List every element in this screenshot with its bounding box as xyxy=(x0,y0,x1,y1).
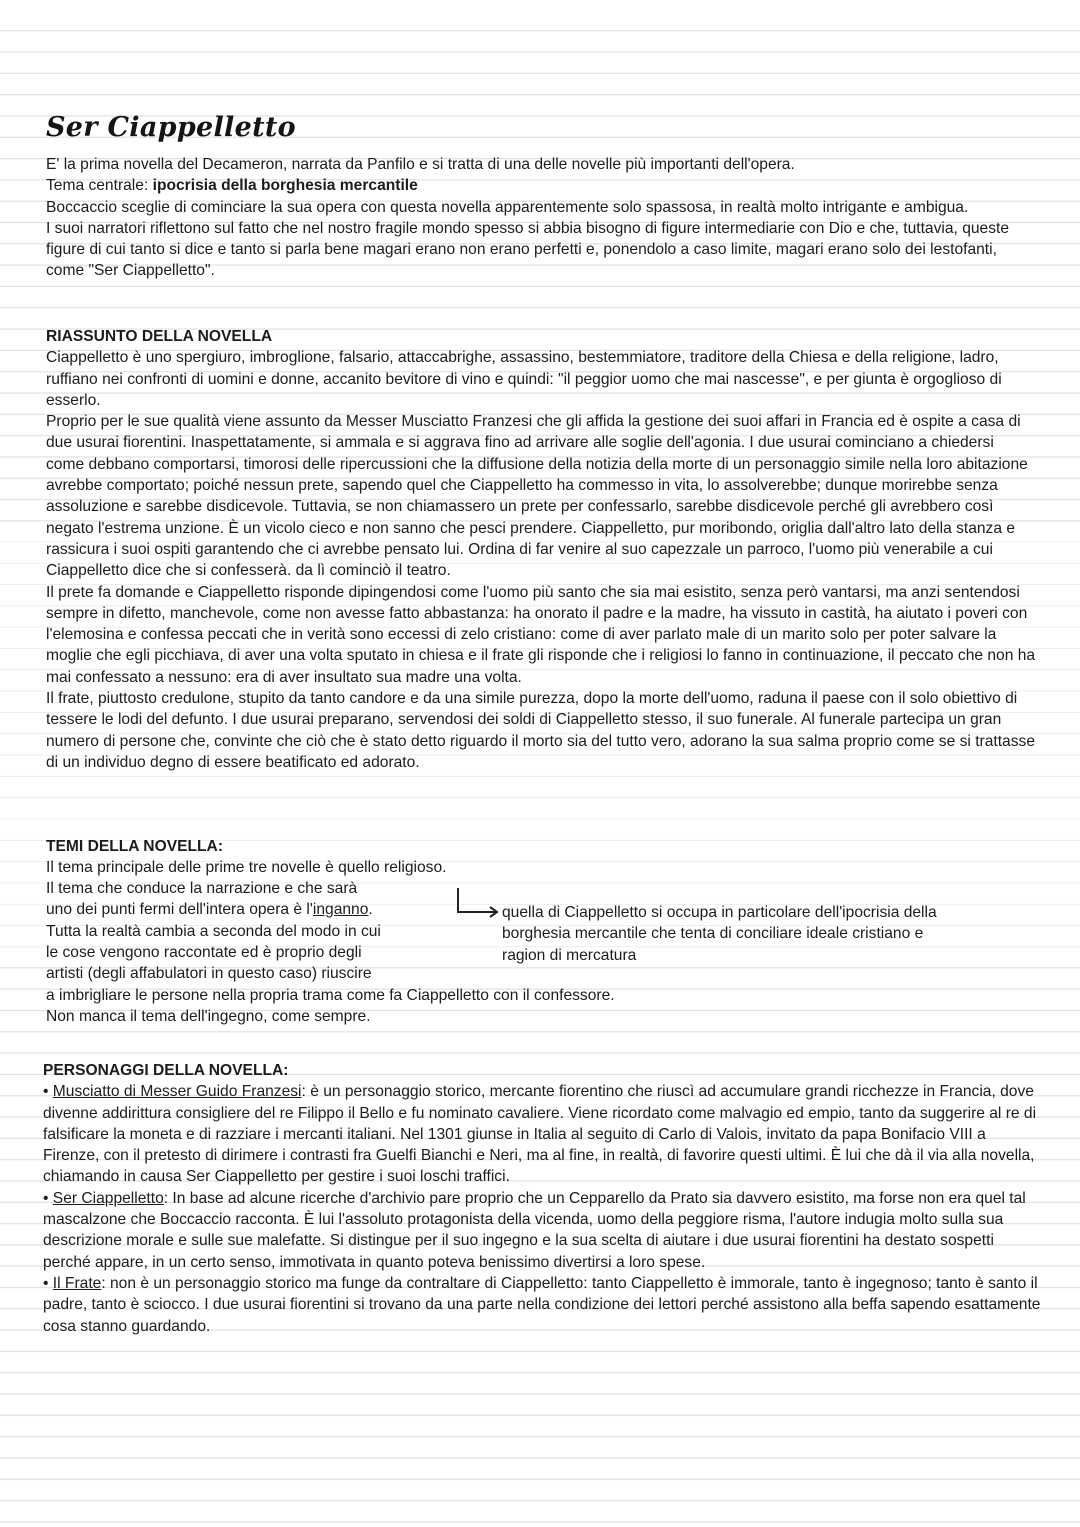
character-name: Ser Ciappelletto xyxy=(52,1189,164,1207)
themes-left-line: Il tema che conduce la narrazione e che sarà xyxy=(46,880,358,897)
central-theme-value: ipocrisia della borghesia mercantile xyxy=(152,177,418,195)
themes-line: Il tema principale delle prime tre novelle è quello religioso. xyxy=(46,859,447,877)
characters-heading: PERSONAGGI DELLA NOVELLA: xyxy=(43,1062,289,1079)
themes-right-line: quella di Ciappelletto si occupa in particolare dell'ipocrisia della xyxy=(502,904,937,921)
themes-right-line: ragion di mercatura xyxy=(502,946,637,964)
themes-section xyxy=(46,836,1036,879)
summary-paragraph: Proprio per le sue qualità viene assunto da Messer Musciatto Franzesi che gli affida la gestione dei suoi affari in Francia ed è ospite a casa di due usurai fiorentini. Inaspettatamente, si ammala e si aggrava fino ad arrivare alle soglie dell'agonia. I due usurai cominciano a chiedersi come debbano comportarsi, timorosi delle ripercussioni che la diffusione della notizia della morte di un personaggio simile nella loro abitazione avrebbe comportato; poiché nessun prete, sapendo quel che Ciappelletto ha commesso in vita, lo assolverebbe; dunque morirebbe senza assoluzione e sarebbe disdicevole. Tuttavia, se non chiamassero un prete per confessarlo, sarebbe disdicevole perché gli avrebbero così negato l'estrema unzione. È un vicolo cieco e non sanno che pesci prendere. Ciappelletto, pur moribondo, origlia dall'altro lato della stanza e rassicura i suoi ospiti garantendo che ci avrebbe pensato lui. Ordina di far venire al suo capezzale un parroco, l'uomo più venerabile a cui Ciappelletto dice che si confesserà. da lì cominciò il teatro. xyxy=(46,413,1028,580)
character-name: Il Frate xyxy=(52,1274,102,1292)
themes-right-line: borghesia mercantile che tenta di conciliare ideale cristiano e xyxy=(502,925,924,943)
themes-heading: TEMI DELLA NOVELLA: xyxy=(46,838,224,855)
intro-paragraph: I suoi narratori riflettono sul fatto che nel nostro fragile mondo spesso si abbia bisogno di figure intermediarie con Dio e che, tuttavia, queste figure di cui tanto si dice e tanto si parla bene magari erano non erano perfetti e, ponendolo a caso limite, magari erano solo dei lestofanti, come "Ser Ciappelletto". xyxy=(46,219,1010,280)
themes-text: . xyxy=(368,901,373,919)
themes-left-line xyxy=(46,899,446,920)
character-name: Musciatto di Messer Guido Franzesi xyxy=(52,1083,302,1101)
bullet: • xyxy=(43,1189,53,1207)
themes-left-column xyxy=(46,878,446,984)
themes-left-line: artisti (degli affabulatori in questo caso) riuscire xyxy=(46,965,372,983)
arrow-right-icon xyxy=(452,886,502,920)
summary-paragraph: Il frate, piuttosto credulone, stupito da tanto candore e da una simile purezza, dopo la morte dell'uomo, raduna il paese con il solo obiettivo di tessere le lodi del defunto. I due usurai preparano, servendosi dei soldi di Ciappelletto stesso, il suo funerale. Al funerale partecipa un gran numero di persone che, convinte che ciò che è stato detto riguardo il morto sia del tutto vero, adorano la sua salma proprio come se si trattasse di un individuo degno di essere beatificato ed adorato. xyxy=(46,690,1036,771)
intro-section xyxy=(46,154,1036,282)
character-item xyxy=(43,1273,1043,1337)
character-description: : è un personaggio storico, mercante fiorentino che riuscì ad accumulare grandi ricchezze in Francia, dove divenne addirittura consigliere del re Filippo il Bello e fu nominato cavaliere. Viene ricordato come malvagio ed empio, tanto da suggerire al re di falsificare la moneta e di razziare i mercanti italiani. Nel 1301 giunse in Italia al seguito di Carlo di Valois, invitato da papa Bonifacio VIII a Firenze, con il pretesto di dirimere i contrasti fra Guelfi Bianchi e Neri, ma al fine, in realtà, di favorire questi ultimi. È lui che dà il via alla novella, chiamando in causa Ser Ciappelletto per gestire i suoi loschi traffici. xyxy=(43,1083,1037,1186)
character-item xyxy=(43,1188,1043,1273)
central-theme-label: Tema centrale: xyxy=(46,177,153,195)
character-item xyxy=(43,1081,1043,1187)
themes-text: uno dei punti fermi dell'intera opera è l' xyxy=(46,901,313,919)
summary-paragraph: Ciappelletto è uno spergiuro, imbroglione, falsario, attaccabrighe, assassino, bestemmiatore, traditore della Chiesa e della religione, ladro, ruffiano nei confronti di uomini e donne, accanito bevitore di vino e quindi: "il peggior uomo che mai nascesse", e per giunta è orgoglioso di esserlo. xyxy=(46,349,1002,409)
themes-line: Non manca il tema dell'ingegno, come sempre. xyxy=(46,1008,371,1026)
summary-section xyxy=(46,326,1036,773)
themes-line: a imbrigliare le persone nella propria trama come fa Ciappelletto con il confessore. xyxy=(46,987,615,1004)
intro-line: E' la prima novella del Decameron, narrata da Panfilo e si tratta di una delle novelle più importanti dell'opera. xyxy=(46,156,795,173)
intro-paragraph: Boccaccio sceglie di cominciare la sua opera con questa novella apparentemente solo spassosa, in realtà molto intrigante e ambigua. xyxy=(46,198,969,216)
character-description: : non è un personaggio storico ma funge da contraltare di Ciappelletto: tanto Ciappelletto è immorale, tanto è ingegnoso; tanto è santo il padre, tanto è sciocco. I due usurai fiorentini si trovano da una parte nella condizione dei lettori perché assistono alla beffa sapendo esattamente cosa stanno guardando. xyxy=(43,1274,1041,1335)
themes-right-column xyxy=(502,902,1032,966)
characters-section xyxy=(43,1060,1043,1337)
summary-heading: RIASSUNTO DELLA NOVELLA xyxy=(46,328,273,345)
themes-left-line: le cose vengono raccontate ed è proprio degli xyxy=(46,943,362,961)
themes-left-line: Tutta la realtà cambia a seconda del modo in cui xyxy=(46,922,381,940)
bullet: • xyxy=(43,1274,53,1292)
character-description: : In base ad alcune ricerche d'archivio pare proprio che un Cepparello da Prato sia davvero esistito, ma forse non era quel tal mascalzone che Boccaccio racconta. È lui l'assoluto protagonista della vicenda, uomo della peggiore risma, l'autore indugia molto sulla sua descrizione morale e sulle sue malefatte. Si distingue per il suo ingegno e la sua scelta di aiutare i due usurai fiorentini ha destato sospetti perché appare, in un certo senso, immotivata in quanto poteva benissimo divertirsi a loro spese. xyxy=(43,1189,1026,1271)
page-title: Ser Ciappelletto xyxy=(46,112,296,143)
inganno-underlined: inganno xyxy=(312,901,369,919)
central-theme xyxy=(46,175,1036,196)
summary-paragraph: Il prete fa domande e Ciappelletto risponde dipingendosi come l'uomo più santo che sia mai esistito, senza però vantarsi, ma anzi sentendosi sempre in difetto, manchevole, come non avesse fatto abbastanza: ha onorato il padre e la madre, ha vissuto in castità, ha aiutato i poveri con l'elemosina e confessa peccati che in verità sono eccessi di zelo cristiano: come di aver parlato male di un marito solo per poter salvare la moglie che egli picchiava, di aver una volta sputato in chiesa e il frate gli risponde che i religiosi lo fanno in continuazione, il peccato che non ha mai confessato a nessuno: era di aver insultato sua madre una volta. xyxy=(46,583,1036,686)
themes-continuation xyxy=(46,985,1036,1028)
bullet: • xyxy=(43,1083,53,1101)
